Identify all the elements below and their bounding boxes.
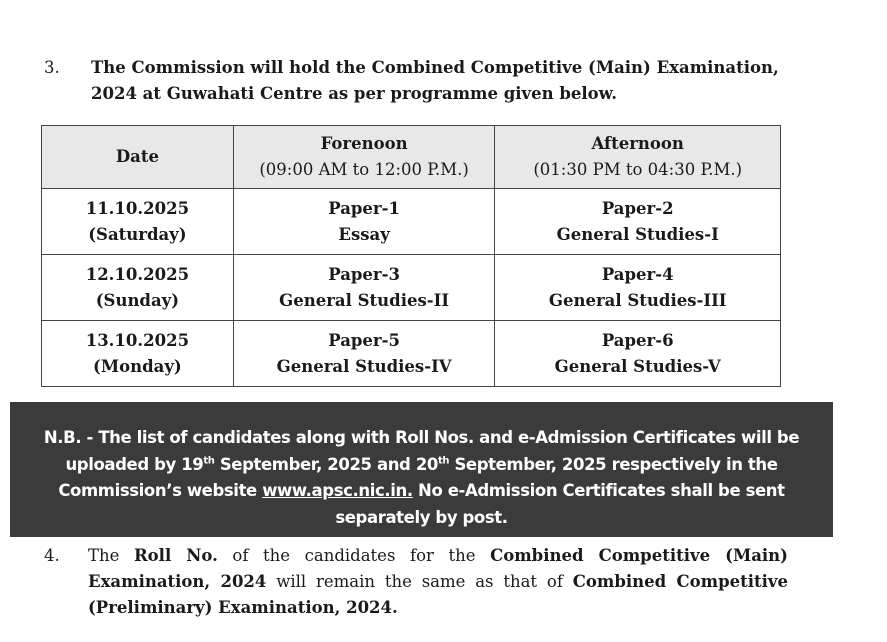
ordinal-suffix: th xyxy=(437,455,450,466)
paragraph-number: 3. xyxy=(44,58,60,77)
date-text: 13.10.2025 xyxy=(85,330,190,350)
text-run: will remain the same as that of xyxy=(266,572,573,591)
paragraph-line: 2024 at Guwahati Centre as per programme given below. xyxy=(91,84,617,103)
paper-text: Paper-6 xyxy=(601,330,674,350)
header-forenoon xyxy=(233,126,495,189)
text-run: of the candidates for the xyxy=(217,546,491,565)
header-label: Afternoon xyxy=(591,134,684,153)
header-label: Forenoon xyxy=(320,134,408,153)
paragraph-text xyxy=(91,55,801,107)
subject-text: General Studies-I xyxy=(556,224,719,244)
day-text: (Sunday) xyxy=(95,290,180,310)
header-afternoon xyxy=(495,126,781,189)
paper-text: Paper-3 xyxy=(328,264,400,284)
paper-text: Paper-1 xyxy=(328,198,400,218)
forenoon-cell xyxy=(233,255,495,321)
table-row xyxy=(42,189,781,255)
afternoon-cell xyxy=(495,321,781,387)
day-text: (Monday) xyxy=(93,356,182,376)
nb-text: N.B. - The list of candidates along with Roll Nos. and e-Admission Certificates will be uploaded by 19 xyxy=(43,428,800,474)
subject-text: Essay xyxy=(338,224,390,244)
afternoon-cell xyxy=(495,189,781,255)
text-bold: Roll No. xyxy=(133,546,218,565)
date-text: 11.10.2025 xyxy=(85,198,190,218)
exam-schedule-table xyxy=(41,125,781,387)
text-run: The xyxy=(88,546,134,565)
ordinal-suffix: th xyxy=(203,455,215,466)
subject-text: General Studies-V xyxy=(554,356,721,376)
forenoon-cell xyxy=(233,321,495,387)
text-bold: Combined Competitive (Preliminary) Examination, 2024. xyxy=(88,572,788,617)
date-text: 12.10.2025 xyxy=(85,264,190,284)
table-row xyxy=(42,255,781,321)
paper-text: Paper-2 xyxy=(601,198,674,218)
paper-text: Paper-4 xyxy=(601,264,674,284)
subject-text: General Studies-III xyxy=(548,290,727,310)
date-cell xyxy=(42,189,234,255)
date-cell xyxy=(42,255,234,321)
afternoon-cell xyxy=(495,255,781,321)
subject-text: General Studies-IV xyxy=(276,356,452,376)
paragraph-number: 4. xyxy=(44,546,60,565)
paper-text: Paper-5 xyxy=(328,330,400,350)
paragraph-line: The Commission will hold the Combined Competitive (Main) Examination, xyxy=(91,58,779,77)
header-time: (09:00 AM to 12:00 P.M.) xyxy=(259,160,469,179)
text-bold: Combined Competitive (Main) Examination, 2024 xyxy=(88,546,788,591)
forenoon-cell xyxy=(233,189,495,255)
nb-text: September, 2025 and 20 xyxy=(214,454,438,474)
nb-notice-box xyxy=(10,402,833,537)
paragraph-text xyxy=(88,543,788,621)
website-link[interactable]: www.apsc.nic.in. xyxy=(262,481,413,500)
table-row xyxy=(42,321,781,387)
header-time: (01:30 PM to 04:30 P.M.) xyxy=(533,160,743,179)
header-date: Date xyxy=(42,126,234,189)
subject-text: General Studies-II xyxy=(279,290,450,310)
day-text: (Saturday) xyxy=(88,224,187,244)
nb-text: September, 2025 respectively in the Commission’s website xyxy=(58,454,778,500)
date-cell xyxy=(42,321,234,387)
nb-text: No e-Admission Certificates shall be sent separately by post. xyxy=(335,481,785,527)
table-header-row xyxy=(42,126,781,189)
